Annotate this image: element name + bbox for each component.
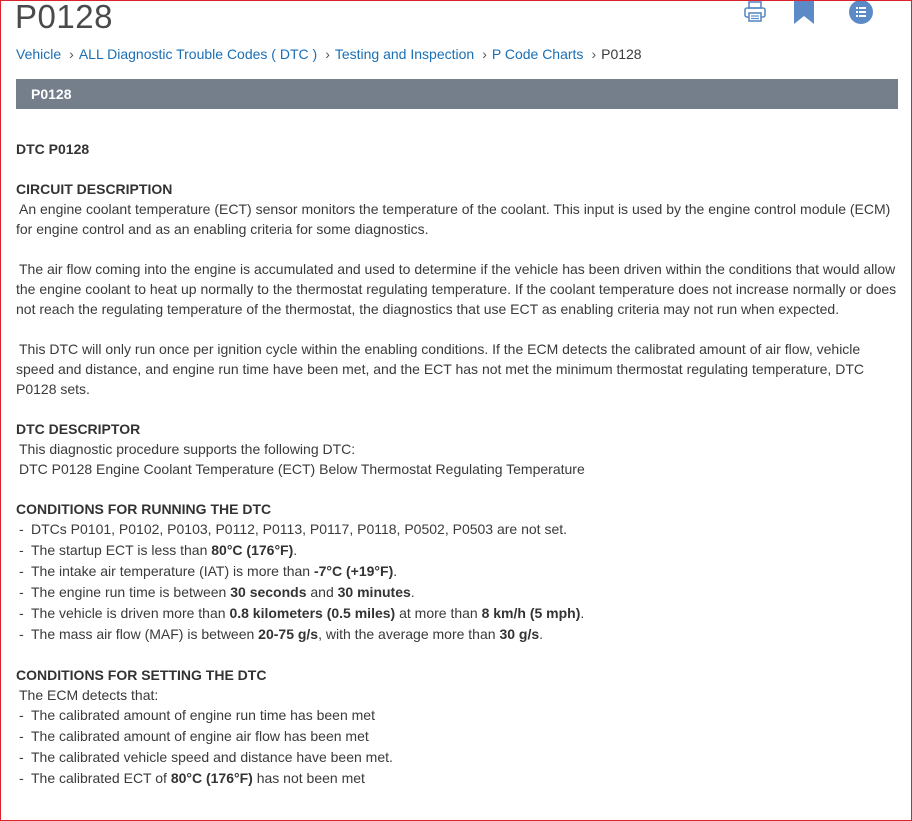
list-item: - The vehicle is driven more than 0.8 kilometers (0.5 miles) at more than 8 km/h (5 mph).	[19, 605, 585, 621]
chevron-right-icon: ›	[591, 46, 597, 62]
breadcrumb-link-all-dtc[interactable]: ALL Diagnostic Trouble Codes ( DTC )	[78, 46, 318, 62]
page-title: P0128	[15, 0, 113, 35]
chevron-right-icon: ›	[482, 46, 487, 62]
list-item: - The calibrated amount of engine air flow has been met	[19, 728, 369, 744]
chevron-right-icon: ›	[325, 46, 330, 62]
dtc-title: DTC P0128	[16, 141, 90, 157]
table-of-contents-icon[interactable]	[848, 0, 874, 31]
list-item: - The intake air temperature (IAT) is more than -7°C (+19°F).	[19, 563, 398, 579]
circuit-description-heading: CIRCUIT DESCRIPTION	[16, 181, 173, 197]
printer-icon[interactable]	[743, 1, 767, 28]
breadcrumb-link-vehicle[interactable]: Vehicle	[16, 46, 62, 62]
breadcrumb-current: P0128	[601, 46, 642, 62]
document-content	[16, 139, 901, 789]
circuit-description-paragraph: This DTC will only run once per ignition cycle within the enabling conditions. If the ECM detects the calibrated amount of air flow, vehicle speed and distance, and engine run time have been met, and the ECT has not met the minimum thermostat regulating temperature, DTC P0128 sets.	[16, 341, 864, 397]
circuit-description-paragraph: An engine coolant temperature (ECT) sensor monitors the temperature of the coolant. This input is used by the engine control module (ECM) for engine control and as an enabling criteria for some diagnostics.	[16, 201, 891, 237]
list-item: - The calibrated amount of engine run time has been met	[19, 707, 375, 723]
list-item: - The engine run time is between 30 seconds and 30 minutes.	[19, 584, 415, 600]
breadcrumb-link-testing-inspection[interactable]: Testing and Inspection	[334, 46, 475, 62]
bookmark-icon[interactable]	[793, 1, 815, 30]
conditions-setting-heading: CONDITIONS FOR SETTING THE DTC	[16, 667, 267, 683]
breadcrumb	[16, 45, 642, 63]
document-toolbar	[741, 1, 881, 27]
dtc-descriptor-line: This diagnostic procedure supports the following DTC:	[19, 441, 356, 457]
list-item: - DTCs P0101, P0102, P0103, P0112, P0113, P0117, P0118, P0502, P0503 are not set.	[19, 521, 568, 537]
breadcrumb-link-p-code-charts[interactable]: P Code Charts	[491, 46, 584, 62]
conditions-setting-intro: The ECM detects that:	[19, 687, 159, 703]
circuit-description-paragraph: The air flow coming into the engine is accumulated and used to determine if the vehicle has been driven within the conditions that would allow the engine coolant to heat up normally to the thermostat regulating temperature. If the coolant temperature does not increase normally or does not reach the regulating temperature of the thermostat, the diagnostics that use ECT as enabling criteria may not run when expected.	[16, 261, 897, 317]
list-item: - The calibrated ECT of 80°C (176°F) has not been met	[19, 770, 365, 786]
list-item: - The mass air flow (MAF) is between 20-75 g/s, with the average more than 30 g/s.	[19, 626, 544, 642]
section-header-bar: P0128	[16, 79, 898, 109]
dtc-descriptor-heading: DTC DESCRIPTOR	[16, 421, 141, 437]
conditions-running-heading: CONDITIONS FOR RUNNING THE DTC	[16, 501, 272, 517]
list-item: - The startup ECT is less than 80°C (176°F).	[19, 542, 298, 558]
dtc-descriptor-line: DTC P0128 Engine Coolant Temperature (ECT) Below Thermostat Regulating Temperature	[19, 461, 585, 477]
list-item: - The calibrated vehicle speed and distance have been met.	[19, 749, 393, 765]
chevron-right-icon: ›	[69, 46, 74, 62]
